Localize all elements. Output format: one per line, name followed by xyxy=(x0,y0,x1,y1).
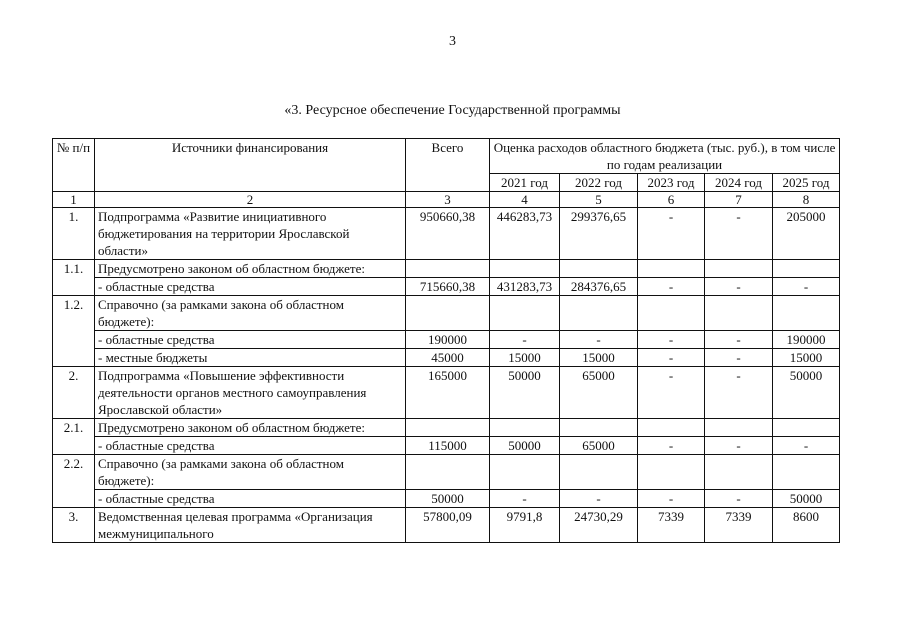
row-value-2021: 50000 xyxy=(490,437,560,455)
row-num: 1. xyxy=(53,208,95,260)
row-value-2025: 50000 xyxy=(773,367,840,419)
row-label: - местные бюджеты xyxy=(95,349,406,367)
col-number: 2 xyxy=(95,192,406,208)
row-value-2022: 299376,65 xyxy=(560,208,638,260)
row-value-2021: 431283,73 xyxy=(490,278,560,296)
section-title: «3. Ресурсное обеспечение Государственной программы xyxy=(284,103,621,118)
row-value-2023 xyxy=(638,455,705,490)
table-row xyxy=(53,296,840,331)
row-label: Предусмотрено законом об областном бюджете: xyxy=(95,419,406,437)
row-num: 2.1. xyxy=(53,419,95,455)
row-value-2023 xyxy=(638,260,705,278)
row-value-2021: - xyxy=(490,490,560,508)
row-label: - областные средства xyxy=(95,331,406,349)
table-row xyxy=(53,419,840,437)
table-row xyxy=(53,455,840,490)
row-value-2022: 24730,29 xyxy=(560,508,638,543)
column-index-row xyxy=(53,192,840,208)
row-value-total: 115000 xyxy=(406,437,490,455)
table-row xyxy=(53,508,840,543)
row-value-2024: - xyxy=(705,367,773,419)
row-num: 1.2. xyxy=(53,296,95,367)
row-value-2024 xyxy=(705,296,773,331)
row-value-2022: 15000 xyxy=(560,349,638,367)
row-value-2024: - xyxy=(705,490,773,508)
row-label: Ведомственная целевая программа «Организация межмуниципального xyxy=(95,508,406,543)
row-value-2025: - xyxy=(773,437,840,455)
header-estimate: Оценка расходов областного бюджета (тыс. руб.), в том числе по годам реализации xyxy=(490,139,840,174)
header-total: Всего xyxy=(406,139,490,192)
row-label: - областные средства xyxy=(95,278,406,296)
row-value-2021 xyxy=(490,260,560,278)
table-row xyxy=(53,437,840,455)
row-value-2025: 190000 xyxy=(773,331,840,349)
row-value-total xyxy=(406,419,490,437)
resource-table xyxy=(52,138,840,543)
row-value-2023: 7339 xyxy=(638,508,705,543)
col-number: 8 xyxy=(773,192,840,208)
table-row xyxy=(53,367,840,419)
header-source: Источники финансирования xyxy=(95,139,406,192)
row-value-2022: - xyxy=(560,490,638,508)
row-value-2021 xyxy=(490,296,560,331)
row-value-2021 xyxy=(490,419,560,437)
col-number: 4 xyxy=(490,192,560,208)
row-value-2022 xyxy=(560,419,638,437)
row-value-2024: - xyxy=(705,349,773,367)
header-year: 2023 год xyxy=(638,174,705,192)
row-value-2021 xyxy=(490,455,560,490)
row-value-2023: - xyxy=(638,278,705,296)
header-year: 2024 год xyxy=(705,174,773,192)
row-value-2023: - xyxy=(638,349,705,367)
row-value-2025: 205000 xyxy=(773,208,840,260)
row-value-total: 715660,38 xyxy=(406,278,490,296)
col-number: 6 xyxy=(638,192,705,208)
row-value-2025 xyxy=(773,419,840,437)
col-number: 1 xyxy=(53,192,95,208)
row-value-2023: - xyxy=(638,367,705,419)
row-value-2021: - xyxy=(490,331,560,349)
row-value-2023 xyxy=(638,419,705,437)
table-row xyxy=(53,349,840,367)
row-value-2025: 50000 xyxy=(773,490,840,508)
page-number: 3 xyxy=(449,34,456,49)
col-number: 7 xyxy=(705,192,773,208)
row-label: Предусмотрено законом об областном бюджете: xyxy=(95,260,406,278)
header-num: № п/п xyxy=(53,139,95,192)
row-value-2021: 9791,8 xyxy=(490,508,560,543)
row-value-2023: - xyxy=(638,490,705,508)
row-value-total xyxy=(406,296,490,331)
row-value-total xyxy=(406,455,490,490)
table-row xyxy=(53,260,840,278)
row-num: 1.1. xyxy=(53,260,95,296)
row-value-2024 xyxy=(705,419,773,437)
row-value-2025 xyxy=(773,296,840,331)
row-value-2025: 8600 xyxy=(773,508,840,543)
row-value-2023: - xyxy=(638,331,705,349)
row-num: 2.2. xyxy=(53,455,95,508)
row-value-2022 xyxy=(560,260,638,278)
header-row xyxy=(53,139,840,174)
row-value-total xyxy=(406,260,490,278)
row-num: 2. xyxy=(53,367,95,419)
col-number: 3 xyxy=(406,192,490,208)
table-row xyxy=(53,331,840,349)
row-value-2022 xyxy=(560,296,638,331)
header-year: 2021 год xyxy=(490,174,560,192)
row-value-2024 xyxy=(705,260,773,278)
row-value-2022: 65000 xyxy=(560,367,638,419)
row-value-2025: - xyxy=(773,278,840,296)
table-row xyxy=(53,278,840,296)
header-year: 2022 год xyxy=(560,174,638,192)
row-label: - областные средства xyxy=(95,490,406,508)
row-value-total: 190000 xyxy=(406,331,490,349)
row-value-2022 xyxy=(560,455,638,490)
row-value-2021: 446283,73 xyxy=(490,208,560,260)
row-value-2024: - xyxy=(705,331,773,349)
row-value-2022: 284376,65 xyxy=(560,278,638,296)
row-value-total: 165000 xyxy=(406,367,490,419)
row-label: Справочно (за рамками закона об областном бюджете): xyxy=(95,296,406,331)
header-year: 2025 год xyxy=(773,174,840,192)
row-value-2024: 7339 xyxy=(705,508,773,543)
col-number: 5 xyxy=(560,192,638,208)
row-value-2023: - xyxy=(638,208,705,260)
table-row xyxy=(53,490,840,508)
row-value-total: 50000 xyxy=(406,490,490,508)
row-value-2024: - xyxy=(705,278,773,296)
row-label: Подпрограмма «Развитие инициативного бюджетирования на территории Ярославской области» xyxy=(95,208,406,260)
row-value-total: 57800,09 xyxy=(406,508,490,543)
row-label: Подпрограмма «Повышение эффективности деятельности органов местного самоуправления Ярославской области» xyxy=(95,367,406,419)
row-value-2025 xyxy=(773,260,840,278)
row-label: - областные средства xyxy=(95,437,406,455)
row-value-2024 xyxy=(705,455,773,490)
row-value-total: 45000 xyxy=(406,349,490,367)
row-value-2023: - xyxy=(638,437,705,455)
table-row xyxy=(53,208,840,260)
row-value-total: 950660,38 xyxy=(406,208,490,260)
row-value-2024: - xyxy=(705,208,773,260)
row-value-2021: 50000 xyxy=(490,367,560,419)
row-label: Справочно (за рамками закона об областном бюджете): xyxy=(95,455,406,490)
row-value-2023 xyxy=(638,296,705,331)
row-value-2021: 15000 xyxy=(490,349,560,367)
row-value-2025 xyxy=(773,455,840,490)
row-num: 3. xyxy=(53,508,95,543)
row-value-2022: 65000 xyxy=(560,437,638,455)
row-value-2025: 15000 xyxy=(773,349,840,367)
row-value-2024: - xyxy=(705,437,773,455)
row-value-2022: - xyxy=(560,331,638,349)
